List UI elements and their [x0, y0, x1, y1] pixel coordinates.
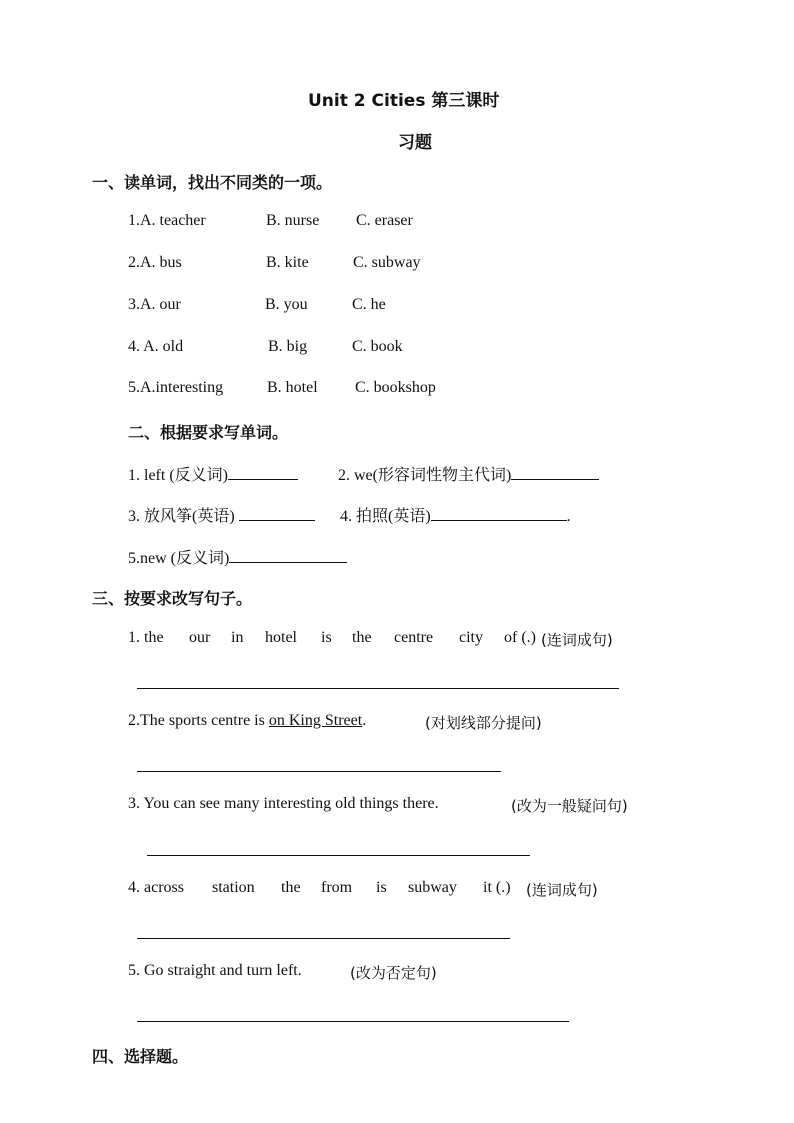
- answer-blank[interactable]: [228, 465, 298, 480]
- answer-blank[interactable]: [229, 548, 347, 563]
- s1-item-4-b: B. big: [268, 338, 308, 355]
- section-1-heading: 一、读单词，找出不同类的一项。: [92, 173, 333, 192]
- s3-item-3-note: (改为一般疑问句): [511, 797, 628, 815]
- s1-item-2-a: 2.A. bus: [128, 254, 182, 271]
- answer-line-2[interactable]: [137, 771, 501, 772]
- s1-item-4-a: 4. A. old: [128, 338, 184, 355]
- section-2-heading: 二、根据要求写单词。: [128, 423, 289, 442]
- s3-item-1-word-3: in: [231, 629, 244, 646]
- page-title: Unit 2 Cities 第三课时: [308, 91, 500, 111]
- s3-item-1-word-9: of (.): [504, 629, 536, 646]
- section-3-heading: 三、按要求改写句子。: [92, 589, 253, 608]
- answer-line-3[interactable]: [147, 855, 530, 856]
- s3-item-4-word-4: from: [321, 879, 353, 896]
- s3-item-1-word-4: hotel: [265, 629, 297, 646]
- s2-item-4-tail: .: [566, 508, 571, 525]
- s1-item-1-c: C. eraser: [356, 212, 413, 229]
- s3-item-1-word-8: city: [459, 629, 483, 646]
- s2-item-5: [128, 545, 347, 568]
- s3-item-4-word-1: 4. across: [128, 879, 184, 896]
- s1-item-2-c: C. subway: [353, 254, 421, 271]
- s3-item-2-post: .: [362, 712, 367, 729]
- section-4-heading: 四、选择题。: [92, 1047, 189, 1066]
- page-subtitle: 习题: [398, 133, 432, 153]
- answer-blank[interactable]: [431, 506, 567, 521]
- s3-item-1-word-6: the: [352, 629, 372, 646]
- s3-item-1-word-2: our: [189, 629, 211, 646]
- s3-item-1-word-1: 1. the: [128, 629, 164, 646]
- s3-item-2: [128, 712, 366, 730]
- answer-line-1[interactable]: [137, 688, 619, 689]
- s3-item-1-word-7: centre: [394, 629, 434, 646]
- s3-item-3-text: 3. You can see many interesting old things there.: [128, 795, 439, 812]
- s2-item-2: [338, 462, 599, 485]
- s3-item-5-text: 5. Go straight and turn left.: [128, 962, 302, 979]
- s1-item-3-b: B. you: [265, 296, 308, 313]
- answer-line-5[interactable]: [137, 1021, 569, 1022]
- s2-item-3: [128, 503, 315, 526]
- s2-item-3-text: 3. 放风筝(英语): [128, 508, 239, 525]
- s2-item-4-text: 4. 拍照(英语): [340, 508, 431, 525]
- s3-item-4-word-6: subway: [408, 879, 457, 896]
- s1-item-1-b: B. nurse: [266, 212, 320, 229]
- answer-line-4[interactable]: [137, 938, 510, 939]
- s3-item-1-word-5: is: [321, 629, 332, 646]
- s3-item-4-word-2: station: [212, 879, 255, 896]
- s2-item-4: [340, 503, 571, 526]
- s2-item-1: [128, 462, 298, 485]
- s3-item-2-pre: 2.The sports centre is: [128, 712, 269, 729]
- s3-item-2-note: (对划线部分提问): [425, 714, 542, 732]
- s1-item-5-c: C. bookshop: [355, 379, 436, 396]
- answer-blank[interactable]: [239, 506, 315, 521]
- answer-blank[interactable]: [511, 465, 599, 480]
- s2-item-1-text: 1. left (反义词): [128, 467, 228, 484]
- s2-item-2-text: 2. we(形容词性物主代词): [338, 467, 512, 484]
- s1-item-1-a: 1.A. teacher: [128, 212, 206, 229]
- s1-item-2-b: B. kite: [266, 254, 309, 271]
- s3-item-4-word-7: it (.): [483, 879, 511, 896]
- s2-item-5-text: 5.new (反义词): [128, 550, 230, 567]
- s1-item-3-c: C. he: [352, 296, 386, 313]
- s1-item-5-a: 5.A.interesting: [128, 379, 224, 396]
- s1-item-5-b: B. hotel: [267, 379, 318, 396]
- s3-item-4-word-3: the: [281, 879, 301, 896]
- s1-item-3-a: 3.A. our: [128, 296, 181, 313]
- s3-item-4-word-5: is: [376, 879, 387, 896]
- s1-item-4-c: C. book: [352, 338, 403, 355]
- underlined-phrase: on King Street: [268, 712, 363, 729]
- s3-item-5-note: (改为否定句): [350, 964, 437, 982]
- s3-item-1-note: (连词成句): [541, 631, 613, 649]
- s3-item-4-note: (连词成句): [526, 881, 598, 899]
